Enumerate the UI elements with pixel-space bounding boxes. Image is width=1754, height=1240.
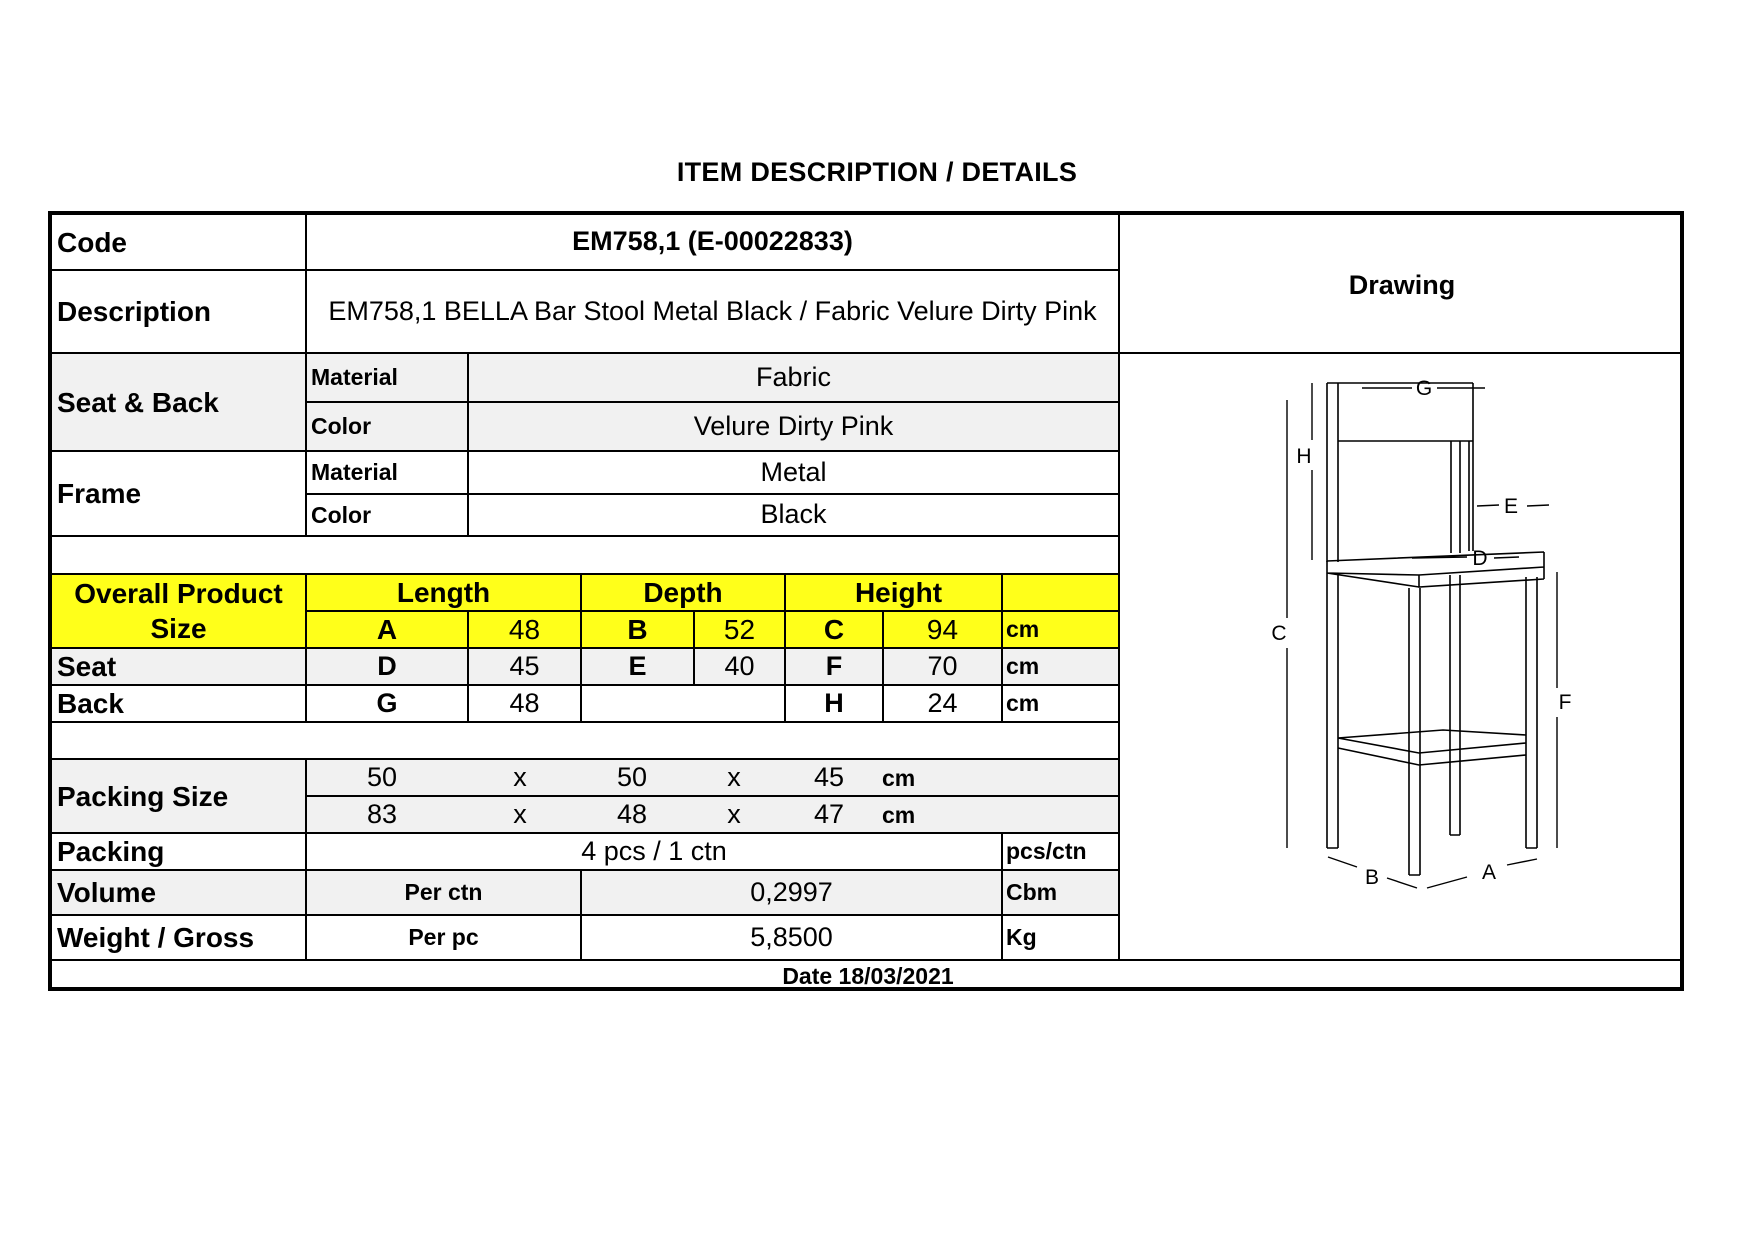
packing-2-unit: cm [882,802,916,828]
packing-1-unit: cm [882,765,916,791]
packing-2-b: 48 [616,799,648,829]
seat-length-code: D [307,649,469,686]
overall-height-value: 94 [884,612,1003,649]
overall-height-code: C [786,612,884,649]
weight-value: 5,8500 [582,916,1003,961]
overall-size-label: Overall Product Size [52,575,307,649]
back-dims-label: Back [52,686,307,723]
packing-1-a: 50 [366,762,398,792]
unit-header-blank [1003,575,1120,612]
packing-1-b: 50 [616,762,648,792]
date-footer: Date 18/03/2021 [782,962,954,989]
drawing-header: Drawing [1120,215,1684,354]
frame-material: Metal [469,452,1120,495]
drawing-label-a: A [1481,861,1497,884]
back-unit: cm [1003,686,1120,723]
depth-header: Depth [582,575,786,612]
seat-height-code: F [786,649,884,686]
drawing-label-d: D [1472,547,1488,570]
weight-basis: Per pc [307,916,582,961]
spacer-row-2 [52,723,1120,760]
code-label: Code [52,215,307,271]
drawing-label-b: B [1364,866,1380,889]
packing-2-x2: x [727,799,741,829]
seat-dims-label: Seat [52,649,307,686]
packing-2-c: 47 [813,799,845,829]
weight-label: Weight / Gross [52,916,307,961]
overall-depth-code: B [582,612,695,649]
drawing-label-e: E [1503,495,1519,518]
seat-depth-value: 40 [695,649,786,686]
packing-2-x1: x [513,799,527,829]
description-label: Description [52,271,307,354]
seat-length-value: 45 [469,649,582,686]
frame-material-label: Material [307,452,469,495]
packing-label: Packing [52,834,307,871]
packing-size-row-1 [307,760,1120,797]
page-title: ITEM DESCRIPTION / DETAILS [676,157,1078,187]
volume-value: 0,2997 [582,871,1003,916]
back-length-value: 48 [469,686,582,723]
seat-back-material: Fabric [469,354,1120,403]
packing-unit: pcs/ctn [1003,834,1120,871]
drawing-label-h: H [1296,445,1312,468]
seat-depth-code: E [582,649,695,686]
packing-size-row-2 [307,797,1120,834]
seat-back-material-label: Material [307,354,469,403]
drawing-label-f: F [1558,691,1572,714]
packing-size-label: Packing Size [52,760,307,834]
overall-depth-value: 52 [695,612,786,649]
seat-back-label: Seat & Back [52,354,307,452]
height-header [786,575,1003,612]
back-depth-blank [582,686,786,723]
volume-label: Volume [52,871,307,916]
frame-color: Black [469,495,1120,537]
frame-label: Frame [52,452,307,537]
spacer-row [52,537,1120,575]
height-header-text: Height [854,577,943,608]
packing-1-x1: x [513,762,527,792]
code-value: EM758,1 (E-00022833) [307,215,1120,271]
bar-stool-drawing-icon [1217,355,1627,955]
packing-1-c: 45 [813,762,845,792]
overall-length-value: 48 [469,612,582,649]
seat-unit: cm [1003,649,1120,686]
back-height-value: 24 [884,686,1003,723]
description-value: EM758,1 BELLA Bar Stool Metal Black / Fabric Velure Dirty Pink [307,271,1120,354]
seat-height-value: 70 [884,649,1003,686]
seat-back-color: Velure Dirty Pink [469,403,1120,452]
length-header: Length [307,575,582,612]
back-length-code: G [307,686,469,723]
overall-length-code: A [307,612,469,649]
overall-unit: cm [1003,612,1120,649]
back-height-code: H [786,686,884,723]
details-table [48,211,1684,991]
weight-unit: Kg [1003,916,1120,961]
packing-value: 4 pcs / 1 ctn [307,834,1003,871]
packing-1-x2: x [727,762,741,792]
drawing-label-c: C [1271,622,1287,645]
drawing-label-g: G [1415,377,1433,400]
frame-color-label: Color [307,495,469,537]
packing-2-a: 83 [366,799,398,829]
volume-basis: Per ctn [307,871,582,916]
volume-unit: Cbm [1003,871,1120,916]
seat-back-color-label: Color [307,403,469,452]
